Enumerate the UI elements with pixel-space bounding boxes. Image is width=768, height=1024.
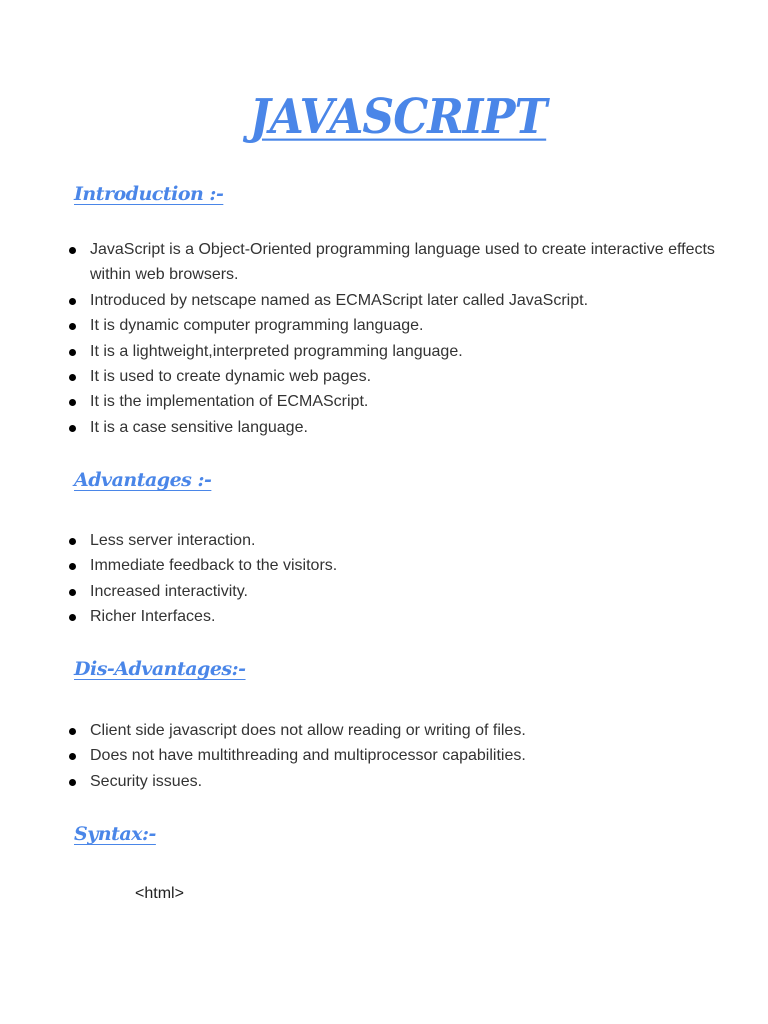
list-item: It is dynamic computer programming language. xyxy=(0,313,740,338)
bullet-icon xyxy=(69,779,76,786)
section-heading-advantages: Advantages :- xyxy=(74,469,212,491)
code-line: <html> xyxy=(135,885,184,902)
list-item: Richer Interfaces. xyxy=(0,604,740,629)
bullet-icon xyxy=(69,728,76,735)
bullet-icon xyxy=(69,614,76,621)
list-item: Security issues. xyxy=(0,769,740,794)
advantages-list xyxy=(0,528,740,630)
list-item: Less server interaction. xyxy=(0,528,740,553)
bullet-icon xyxy=(69,399,76,406)
bullet-icon xyxy=(69,374,76,381)
introduction-list xyxy=(0,237,740,440)
bullet-icon xyxy=(69,753,76,760)
list-item: Client side javascript does not allow reading or writing of files. xyxy=(0,718,740,743)
disadvantages-list xyxy=(0,718,740,794)
bullet-icon xyxy=(69,349,76,356)
bullet-icon xyxy=(69,563,76,570)
section-heading-syntax: Syntax:- xyxy=(74,823,156,845)
page-title: JAVASCRIPT xyxy=(249,89,547,146)
bullet-icon xyxy=(69,298,76,305)
list-item: It is a case sensitive language. xyxy=(0,415,740,440)
bullet-icon xyxy=(69,589,76,596)
bullet-icon xyxy=(69,247,76,254)
list-item: It is a lightweight,interpreted programming language. xyxy=(0,339,740,364)
section-heading-disadvantages: Dis-Advantages:- xyxy=(74,658,246,680)
list-item: Introduced by netscape named as ECMAScript later called JavaScript. xyxy=(0,288,740,313)
section-heading-introduction: Introduction :- xyxy=(74,183,224,205)
list-item: Immediate feedback to the visitors. xyxy=(0,553,740,578)
list-item: Does not have multithreading and multiprocessor capabilities. xyxy=(0,743,740,768)
bullet-icon xyxy=(69,425,76,432)
list-item: It is the implementation of ECMAScript. xyxy=(0,389,740,414)
bullet-icon xyxy=(69,323,76,330)
list-item: It is used to create dynamic web pages. xyxy=(0,364,740,389)
list-item: JavaScript is a Object-Oriented programming language used to create interactive effects within web browsers. xyxy=(0,237,740,288)
bullet-icon xyxy=(69,538,76,545)
list-item: Increased interactivity. xyxy=(0,579,740,604)
